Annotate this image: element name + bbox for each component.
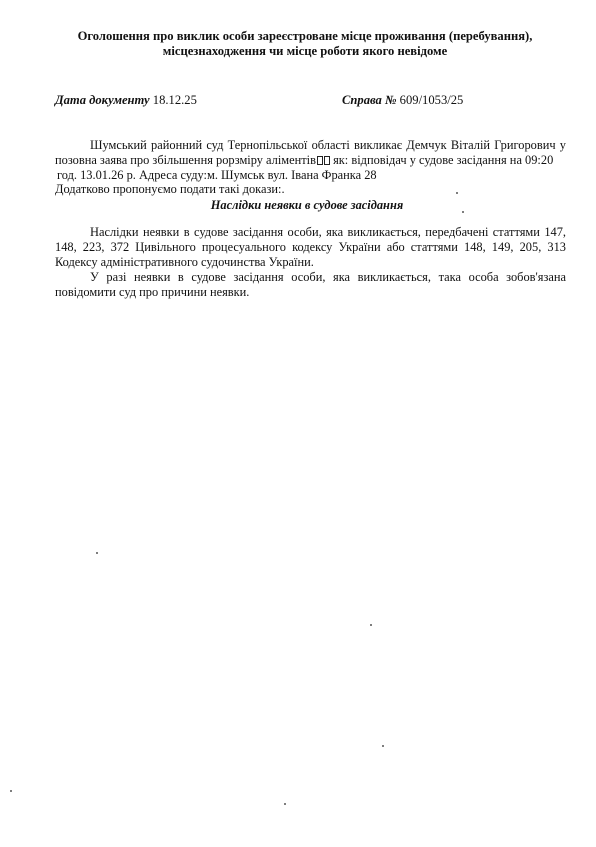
case-label: Справа № — [342, 93, 397, 107]
consequences-p2-line-1: У разі неявки в судове засідання особи, яка викликається, така особа зобов'язана — [90, 270, 566, 284]
summons-line-2-start: позовна заява про збільшення рорзміру аліментів — [55, 153, 316, 167]
scan-speck — [456, 192, 458, 194]
scan-speck — [370, 624, 372, 626]
title-line-2: місцезнаходження чи місце роботи якого невідоме — [162, 44, 448, 58]
scan-speck — [382, 745, 384, 747]
document-title — [60, 29, 550, 59]
scan-speck — [462, 211, 464, 213]
summons-line-2-end: як: відповідач у судове засідання на 09:20 — [329, 153, 554, 167]
summons-line-3: год. 13.01.26 р. Адреса суду:м. Шумськ вул. Івана Франка 28 — [57, 168, 377, 182]
scan-speck — [284, 803, 286, 805]
consequences-p1-line-2: 148, 223, 372 Цивільного процесуального кодексу України або статтями 148, 149, 205, 313 — [55, 240, 566, 254]
missing-glyph-icon — [317, 156, 323, 165]
case-value: 609/1053/25 — [399, 93, 464, 107]
title-line-1: Оголошення про виклик особи зареєстроване місце проживання (перебування), — [77, 29, 533, 43]
summons-line-2 — [55, 153, 570, 168]
date-value: 18.12.25 — [152, 93, 197, 107]
consequences-heading: Наслідки неявки в судове засідання — [210, 198, 404, 212]
consequences-p2-line-2: повідомити суд про причини неявки. — [55, 285, 250, 299]
document-date — [55, 93, 197, 108]
date-label: Дата документу — [55, 93, 150, 107]
summons-line-1: Шумський районний суд Тернопільської області викликає Демчук Віталій Григорович у — [90, 138, 566, 152]
summons-line-4: Додатково пропонуємо подати такі докази:. — [55, 182, 285, 196]
case-number — [342, 93, 463, 108]
consequences-p1-line-1: Наслідки неявки в судове засідання особи, яка викликається, передбачені статтями 147, — [90, 225, 566, 239]
scan-speck — [10, 790, 12, 792]
scan-speck — [96, 552, 98, 554]
consequences-p1-line-3: Кодексу адміністративного судочинства України. — [55, 255, 314, 269]
